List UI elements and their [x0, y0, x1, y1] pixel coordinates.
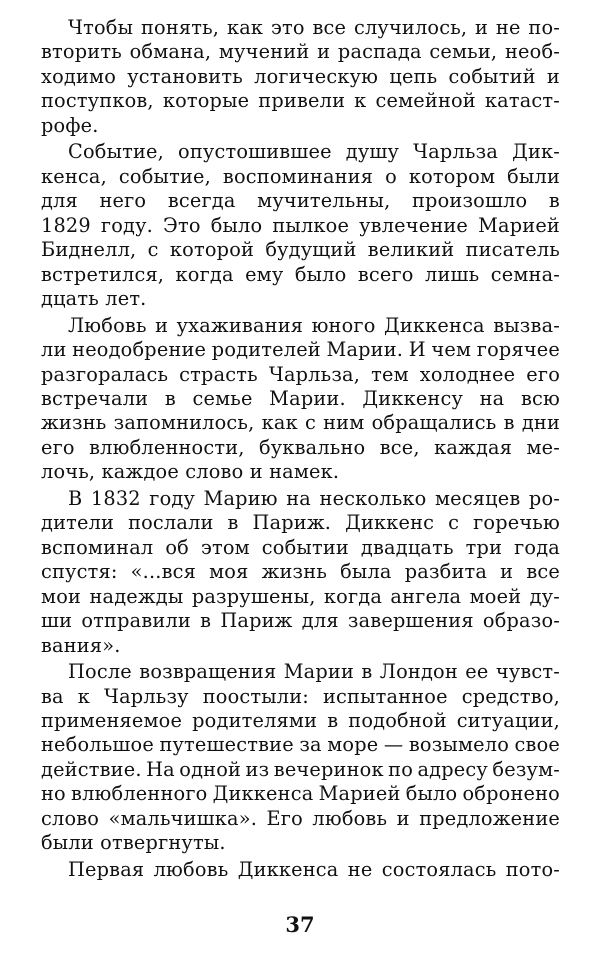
text-line: дители послали в Париж. Диккенс с горечью — [41, 511, 560, 535]
text-line: для него всегда мучительны, произошло в — [41, 189, 560, 213]
text-line: вания». — [41, 633, 121, 657]
text-line: вторить обмана, мучений и распада семьи, необ- — [41, 40, 560, 64]
text-line: применяемое родителями в подобной ситуации, — [41, 709, 560, 732]
paragraph-3 — [41, 314, 560, 485]
text-line: Первая любовь Диккенса не состоялась пото- — [68, 857, 560, 881]
text-line: дцать лет. — [41, 287, 147, 310]
text-line: разгоралась страсть Чарльза, тем холоднее его — [41, 362, 560, 386]
paragraph-5 — [41, 660, 560, 856]
text-line: жизнь запомнилось, как с ним обращались в дни — [41, 411, 560, 435]
text-line: мои надежды разрушены, когда ангела моей ду- — [41, 584, 560, 608]
text-line: поступков, которые привели к семейной катаст- — [41, 89, 560, 113]
text-line: его влюбленности, буквально все, каждая ме- — [41, 435, 560, 459]
paragraph-6 — [41, 858, 560, 882]
text-line: встретился, когда ему было всего лишь семна- — [41, 262, 560, 286]
text-line: были отвергнуты. — [41, 831, 226, 855]
text-line: лочь, каждое слово и намек. — [41, 460, 340, 484]
text-line: Событие, опустошившее душу Чарльза Дик- — [68, 140, 560, 164]
paragraph-1 — [41, 16, 560, 138]
text-line: Биднелл, с которой будущий великий писатель — [41, 238, 560, 262]
text-line: ходимо установить логическую цепь событий и — [41, 64, 560, 88]
text-line: ли неодобрение родителей Марии. И чем горячее — [41, 338, 560, 362]
text-line: встречали в семье Марии. Диккенсу на всю — [41, 386, 560, 410]
text-line: ши отправили в Париж для завершения образо- — [41, 609, 560, 633]
text-line: После возвращения Марии в Лондон ее чувст- — [68, 660, 560, 684]
text-line: кенса, событие, воспоминания о котором были — [41, 164, 560, 188]
text-line: небольшое путешествие за море — возымело свое — [41, 733, 560, 757]
text-line: действие. На одной из вечеринок по адресу безум- — [41, 757, 560, 781]
paragraph-2 — [41, 140, 560, 311]
text-line: 1829 году. Это было пылкое увлечение Марией — [41, 213, 560, 237]
text-line: слово «мальчишка». Его любовь и предложение — [41, 806, 560, 830]
text-line: Чтобы понять, как это все случилось, и не по- — [68, 16, 560, 39]
text-line: но влюбленного Диккенса Марией было обронено — [41, 782, 560, 806]
text-line: ва к Чарльзу поостыли: испытанное средство, — [41, 684, 560, 708]
text-line: В 1832 году Марию на несколько месяцев ро- — [68, 486, 560, 510]
text-line: Любовь и ухаживания юного Диккенса вызва- — [68, 313, 560, 337]
paragraph-4 — [41, 487, 560, 658]
text-line: вспоминал об этом событии двадцать три года — [41, 535, 560, 559]
page-number: 37 — [285, 912, 315, 937]
body-text — [41, 16, 560, 882]
text-line: спустя: «...вся моя жизнь была разбита и все — [41, 560, 560, 584]
text-line: рофе. — [41, 113, 99, 137]
